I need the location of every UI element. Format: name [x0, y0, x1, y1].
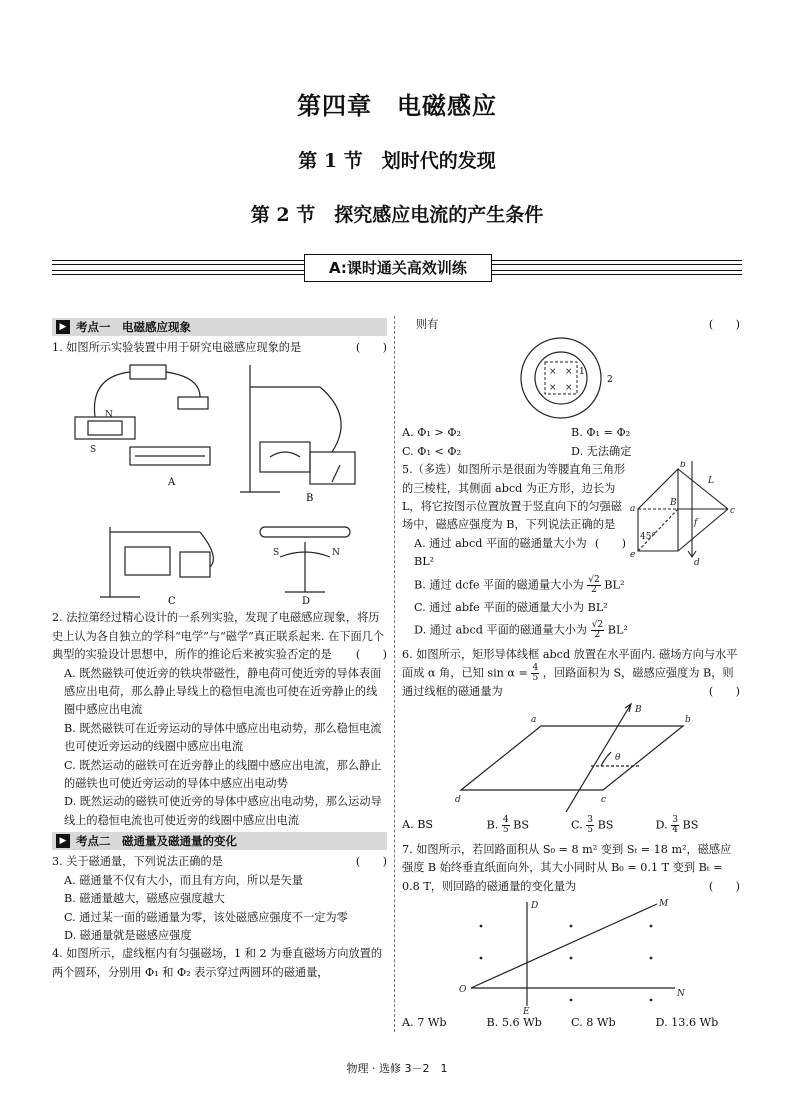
point-m-label: M [659, 899, 669, 910]
field-b-label: B [635, 704, 642, 715]
q6-figure [451, 702, 691, 812]
q4-options-row-2 [402, 443, 740, 461]
svg-text:N: N [104, 410, 113, 421]
svg-text:×: × [549, 367, 557, 378]
q4-options-row-1 [402, 424, 740, 442]
corner-b-label: b [685, 714, 691, 725]
question-4: 4. 如图所示，虚线框内有匀强磁场，1 和 2 为垂直磁场方向放置的两个圆环，分别用 Φ₁ 和 Φ₂ 表示穿过两圆环的磁通量， [52, 947, 383, 979]
question-2: 2. 法拉第经过精心设计的一系列实验，发现了电磁感应现象，将历史上认为各自独立的学科“电学”与“磁学”真正联系起来. 在下面几个典型的实验设计思想中，所作的推论后来被实验否定的是 ( ) [52, 611, 387, 662]
q4-option-c: C. Φ₁ < Φ₂ [402, 444, 462, 458]
point-d-label: D [531, 901, 539, 912]
q3-option-b: B. 磁通量越大，磁感应强度越大 [64, 892, 225, 906]
q2-option-d: D. 既然运动的磁铁可使近旁的导体中感应出电动势，那么运动导线上的稳恒电流也可使近旁的线圈中感应出电流 [64, 795, 382, 827]
question-1: ( ) 1. 如图所示实验装置中用于研究电磁感应现象的是 [52, 341, 387, 354]
vertex-e-label: e [630, 550, 636, 561]
point-e-label: E [523, 1007, 530, 1015]
q7-option-b: B. 5.6 Wb [486, 1016, 542, 1030]
q5-figure [630, 461, 740, 569]
q7-options [402, 1014, 740, 1032]
fraction: $\frac{√2}{2}$ [591, 620, 604, 641]
figure-label-d: D [301, 596, 310, 606]
point-o-label: O [459, 985, 467, 996]
svg-text:×: × [565, 367, 573, 378]
q6-option-d: D. $\frac{3}{4}$ BS [655, 814, 699, 835]
q6-option-c: C. $\frac{3}{5}$ BS [571, 814, 614, 835]
question-4-continued: ( ) 则有 [416, 318, 740, 331]
right-column [402, 316, 740, 1033]
question-3: ( ) 3. 关于磁通量，下列说法正确的是 [52, 855, 387, 869]
q3-option-d: D. 磁通量就是磁感应强度 [64, 928, 192, 942]
vertex-b-label: b [680, 461, 686, 471]
vertex-f-label: f [694, 518, 698, 529]
page-footer: 物理 · 选修 3－2 1 [346, 1062, 448, 1075]
vertex-d-label: d [694, 558, 700, 569]
q5-option-b: B. 通过 dcfe 平面的磁通量大小为 $\frac{√2}{2} BL^2$ [414, 574, 625, 595]
banner-label: A:课时通关高效训练 [304, 254, 492, 282]
svg-text:×: × [565, 383, 573, 394]
length-l-label: L [708, 476, 714, 487]
column-divider [394, 316, 395, 1032]
q2-option-b: B. 既然磁铁可在近旁运动的导体中感应出电动势，那么稳恒电流也可使近旁运动的线圈中感应出电流 [64, 721, 382, 754]
ring-1-label: 1 [579, 367, 585, 378]
fraction: $\frac{4}{5}$ [532, 663, 539, 684]
q4-option-b: B. Φ₁ = Φ₂ [571, 426, 631, 440]
angle-label: 45° [640, 532, 656, 543]
section-2-title: 第 2 节 探究感应电流的产生条件 [250, 204, 544, 226]
vertex-a-label: a [630, 504, 636, 515]
q6-option-b: B. $\frac{4}{5}$ BS [486, 814, 530, 835]
q2-option-a: A. 既然磁铁可使近旁的铁块带磁性，静电荷可使近旁的导体表面感应出电荷，那么静止导线上的稳恒电流也可使在近旁静止的线圈中感应出电流 [64, 666, 382, 717]
svg-text:S: S [89, 445, 96, 456]
banner [52, 254, 742, 282]
figure-label-b: B [305, 493, 313, 505]
figure-label-a: A [167, 477, 175, 489]
q7-option-d: D. 13.6 Wb [655, 1016, 719, 1030]
q2-option-c: C. 既然运动的磁铁可在近旁静止的线圈中感应出电流，那么静止的磁铁也可使近旁运动的导体中感应出电动势 [64, 758, 382, 791]
fraction: $\frac{√2}{2}$ [588, 574, 600, 595]
section-1-title: 第 1 节 划时代的发现 [298, 150, 496, 172]
chapter-title: 第四章 电磁感应 [297, 92, 497, 120]
fraction: $\frac{3}{5}$ [587, 814, 594, 835]
fraction: $\frac{3}{4}$ [672, 814, 678, 835]
point-n-label: N [677, 989, 685, 1000]
ring-2-label: 2 [607, 375, 613, 386]
section-header-2: ▶ 考点二 磁通量及磁通量的变化 [52, 832, 387, 850]
q5-option-c: C. 通过 abfe 平面的磁通量大小为 BL² [414, 600, 608, 614]
q4-figure [511, 334, 631, 424]
question-5: a b c d e f L B 45° 5.（多选）如图所示是很面为等腰直角三角形的三棱柱，其侧面 abcd 为正方形，边长为 L，将它按图示位置放置于竖直向下的匀强磁场中，磁感应强度为 B，下列说法正确的是 ( ) A. 通过 abcd 平面的磁通量大小为 BL² B. 通过 dcfe 平面的磁通量大小为 $\frac{√2}{2} BL^2$ C. 通过 abfe 平面的磁通量大小为 BL² D. 通过 abcd 平面的磁通量大小为 $\frac{√2}{2} BL^2$ [402, 461, 740, 640]
arrow-icon: ▶ [56, 834, 70, 848]
q3-option-a: A. 磁通量不仅有大小，而且有方向，所以是矢量 [64, 873, 303, 887]
corner-d-label: d [455, 794, 461, 805]
vertex-c-label: c [730, 506, 736, 517]
q6-option-a: A. BS [402, 817, 434, 831]
left-column [52, 316, 387, 982]
fraction: $\frac{4}{5}$ [502, 814, 509, 835]
svg-text:×: × [549, 383, 557, 394]
svg-text:S: S [272, 548, 279, 559]
arrow-icon: ▶ [56, 320, 70, 334]
q7-option-a: A. 7 Wb [402, 1016, 447, 1030]
question-7: 7. 如图所示，若回路面积从 S₀ = 8 m² 变到 Sₜ = 18 m²，磁感应强度 B 始终垂直纸面向外，其大小同时从 B₀ = 0.1 T 变到 Bₜ = 0.8 T，则回路的磁通量的变化量为 ( ) [402, 842, 740, 893]
q5-option-d: D. 通过 abcd 平面的磁通量大小为 $\frac{√2}{2} BL^2$ [414, 620, 628, 641]
question-6: 6. 如图所示，矩形导体线框 abcd 放置在水平面内. 磁场方向与水平面成 α 角，已知 sin α = $\frac{4}{5}$ ，回路面积为 S，磁感应强度为 B，则通过线框的磁通量为 ( ) [402, 648, 740, 699]
q6-options [402, 816, 740, 835]
svg-text:N: N [331, 548, 340, 559]
q4-option-a: A. Φ₁ > Φ₂ [402, 426, 461, 440]
q5-option-a: A. 通过 abcd 平面的磁通量大小为 BL² [414, 536, 587, 569]
corner-c-label: c [601, 794, 607, 805]
theta-label: θ [615, 752, 621, 763]
q7-figure [451, 896, 691, 1014]
section-header-1: ▶ 考点一 电磁感应现象 [52, 318, 387, 336]
corner-a-label: a [531, 714, 537, 725]
q1-figure [70, 357, 370, 605]
field-b-label: B [670, 498, 677, 509]
figure-label-c: C [167, 596, 176, 606]
q3-option-c: C. 通过某一面的磁通量为零，该处磁感应强度不一定为零 [64, 910, 348, 924]
q4-option-d: D. 无法确定 [571, 444, 632, 458]
q7-option-c: C. 8 Wb [571, 1016, 616, 1030]
